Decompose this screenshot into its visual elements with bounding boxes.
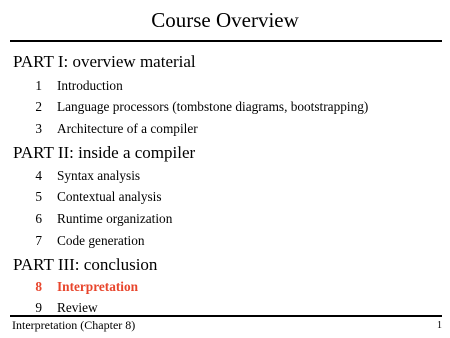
part-heading-1: PART I: overview material [13,52,196,71]
item-label: Architecture of a compiler [57,121,198,136]
item-number: 1 [35,78,42,93]
part-heading-2: PART II: inside a compiler [13,143,196,162]
item-number: 7 [35,233,42,248]
part-heading-3: PART III: conclusion [13,255,158,274]
item-number: 9 [35,300,42,315]
item-label: Syntax analysis [57,168,141,183]
item-number: 8 [35,279,42,294]
item-label: Code generation [57,233,145,248]
item-label: Review [57,300,98,315]
item-label: Language processors (tombstone diagrams, bootstrapping) [57,99,369,114]
item-number: 5 [35,189,42,204]
title-divider [10,40,442,42]
page-number: 1 [437,320,442,331]
slide-title: Course Overview [151,8,299,32]
item-label: Runtime organization [57,211,173,226]
item-number: 4 [35,168,42,183]
item-number: 6 [35,211,42,226]
item-number: 2 [35,99,42,114]
item-number: 3 [35,121,42,136]
item-label: Interpretation [57,279,139,294]
item-label: Contextual analysis [57,189,162,204]
item-label: Introduction [57,78,123,93]
footer-text: Interpretation (Chapter 8) [12,318,136,332]
